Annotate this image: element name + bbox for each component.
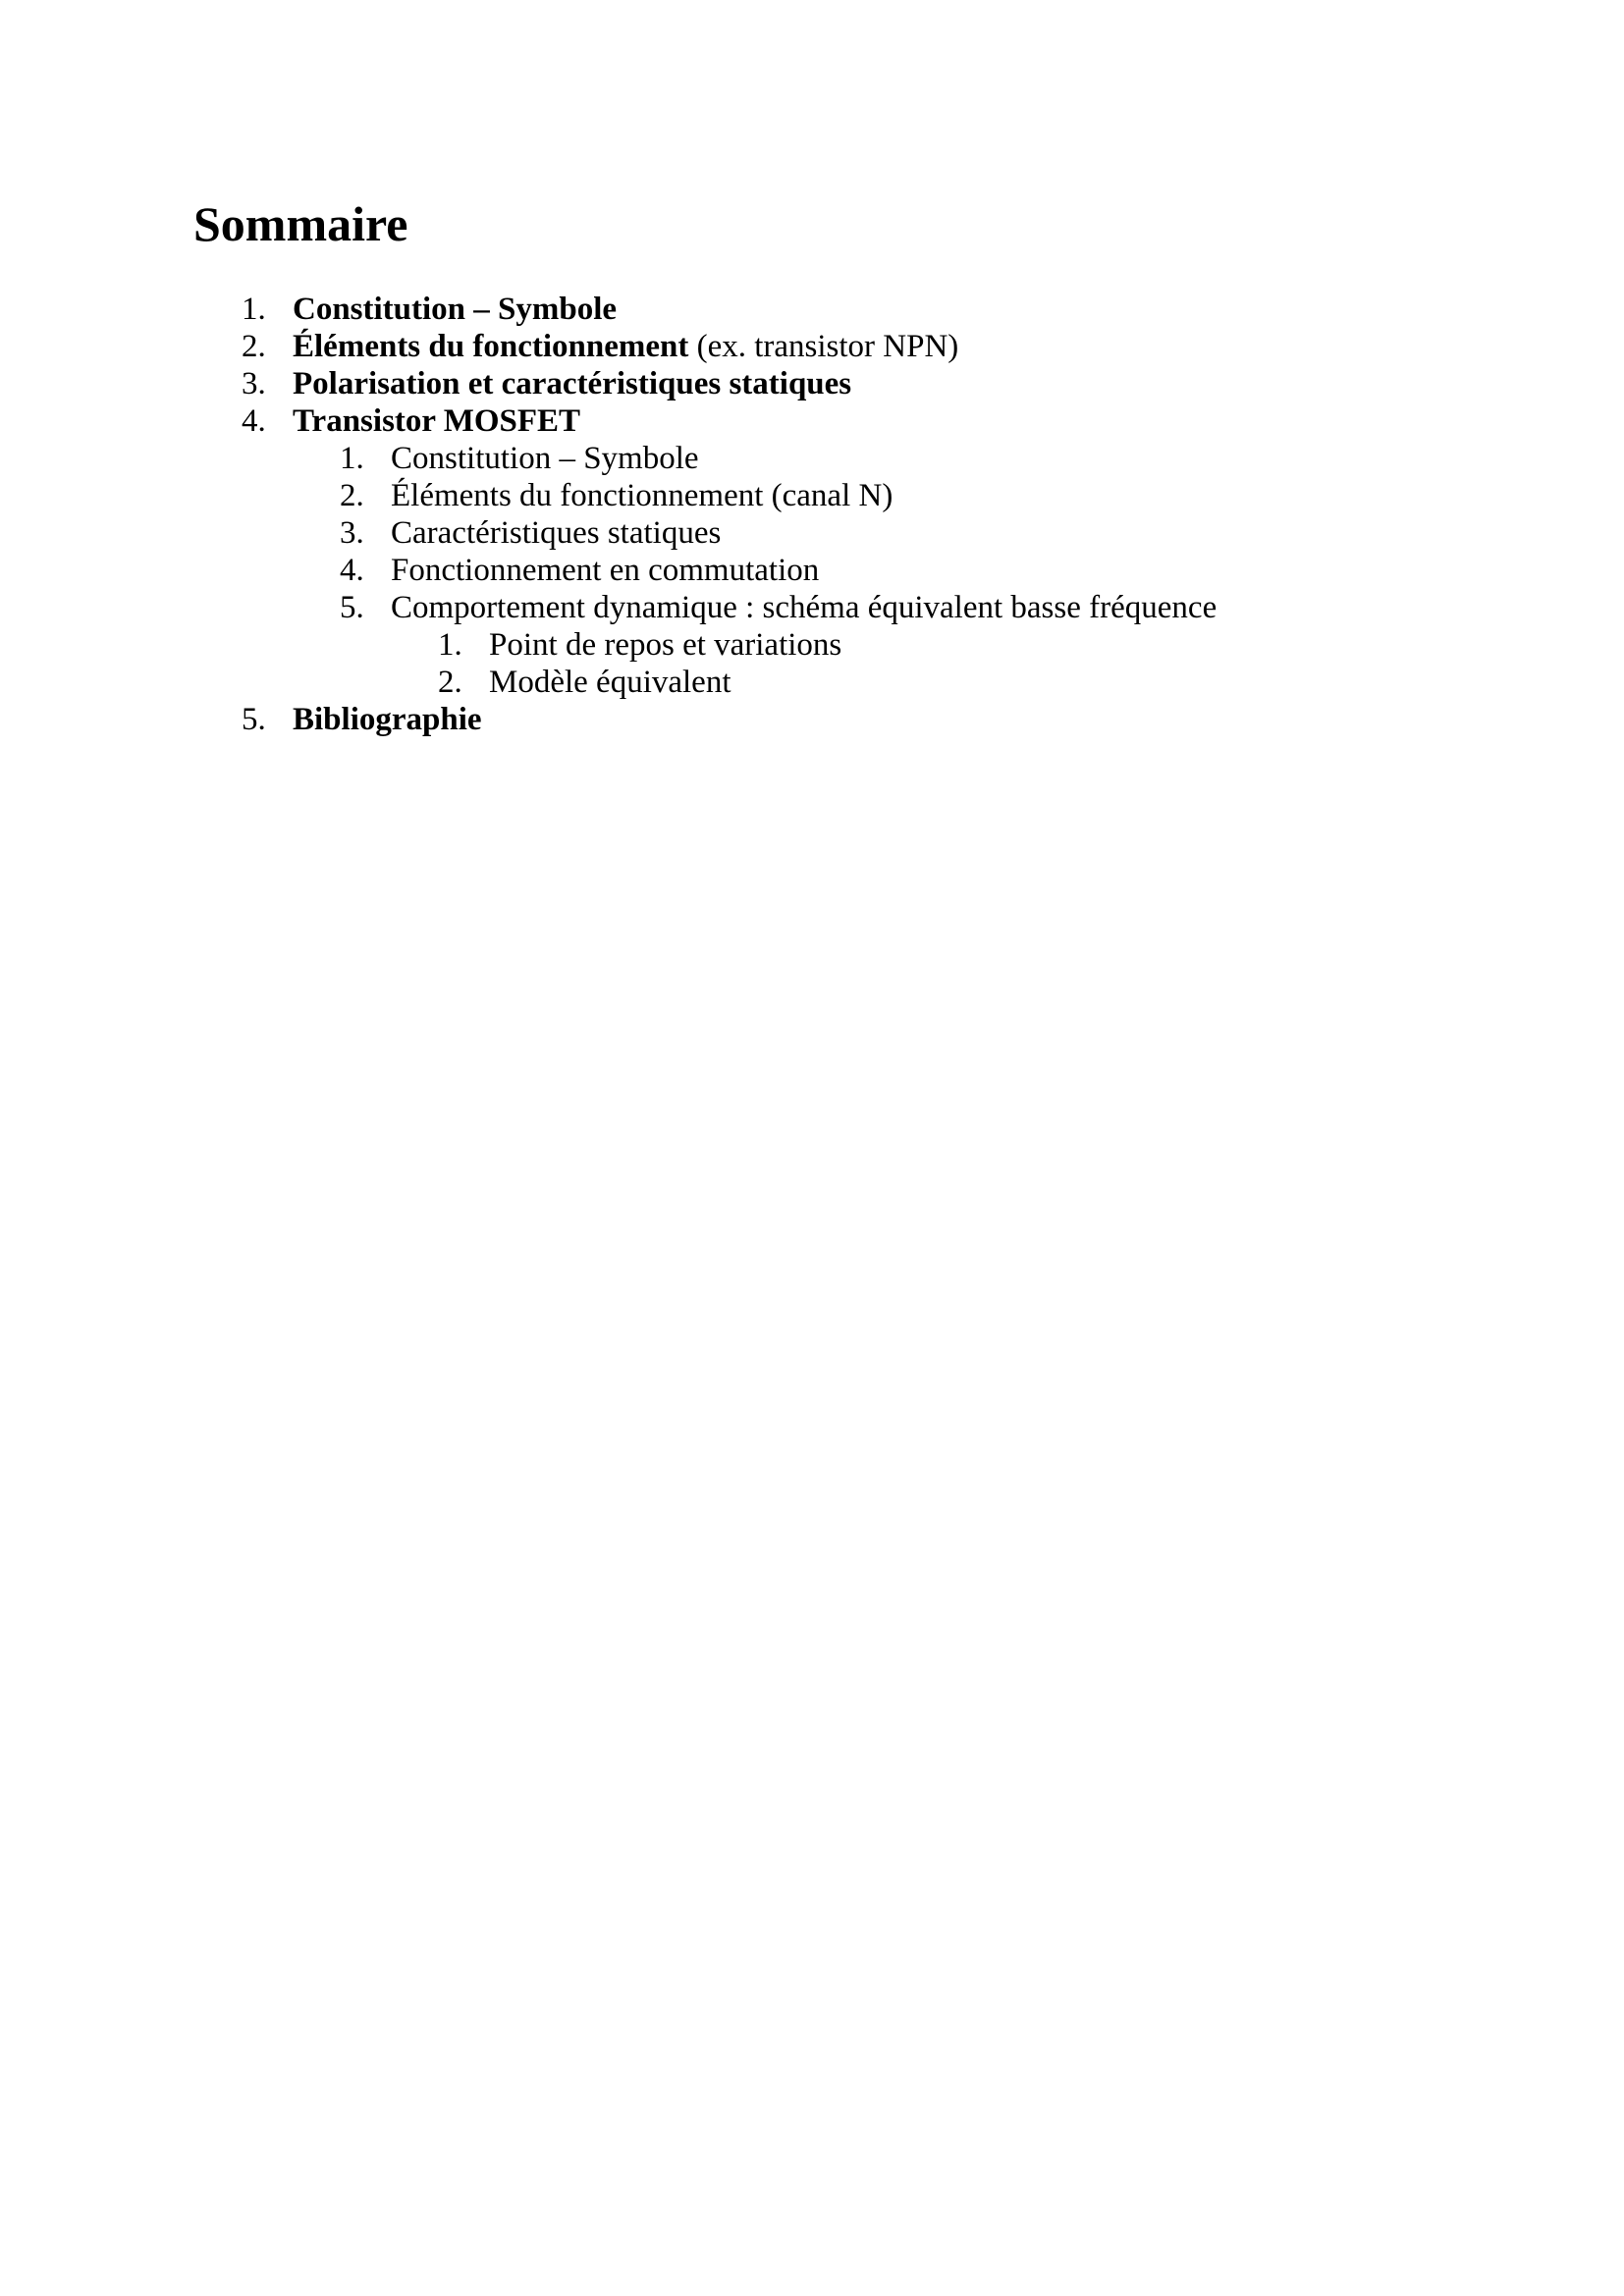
toc-item-number: 1.	[438, 627, 462, 663]
toc-item-number: 4.	[340, 553, 364, 588]
toc-item-title: Constitution – Symbole	[391, 441, 699, 476]
toc-item-number: 3.	[242, 366, 266, 401]
toc-item-number: 2.	[242, 329, 266, 364]
toc-item-number: 3.	[340, 515, 364, 551]
toc-item-title: Fonctionnement en commutation	[391, 553, 820, 588]
toc-item-title: Éléments du fonctionnement (canal N)	[391, 478, 893, 513]
toc-item-title: Modèle équivalent	[489, 665, 731, 700]
toc-item-title: Bibliographie	[293, 702, 482, 737]
toc-item-number: 2.	[340, 478, 364, 513]
toc-item-number: 5.	[340, 590, 364, 625]
toc-item-number: 5.	[242, 702, 266, 737]
toc-item-number: 2.	[438, 665, 462, 700]
toc-item-title: Constitution – Symbole	[293, 292, 618, 327]
toc-item-number: 1.	[340, 441, 364, 476]
toc-item-number: 1.	[242, 292, 266, 327]
toc-item-title: Transistor MOSFET	[293, 403, 581, 439]
toc-item-title: Polarisation et caractéristiques statiques	[293, 366, 852, 401]
toc-item-title: Éléments du fonctionnement	[293, 329, 689, 364]
page-title: Sommaire	[193, 196, 408, 251]
toc-item-title: Point de repos et variations	[489, 627, 842, 663]
toc-item-title: Comportement dynamique : schéma équivalent basse fréquence	[391, 590, 1218, 625]
toc-item-number: 4.	[242, 403, 266, 439]
toc-item-title: Caractéristiques statiques	[391, 515, 722, 551]
toc-item-note: (ex. transistor NPN)	[688, 329, 959, 364]
